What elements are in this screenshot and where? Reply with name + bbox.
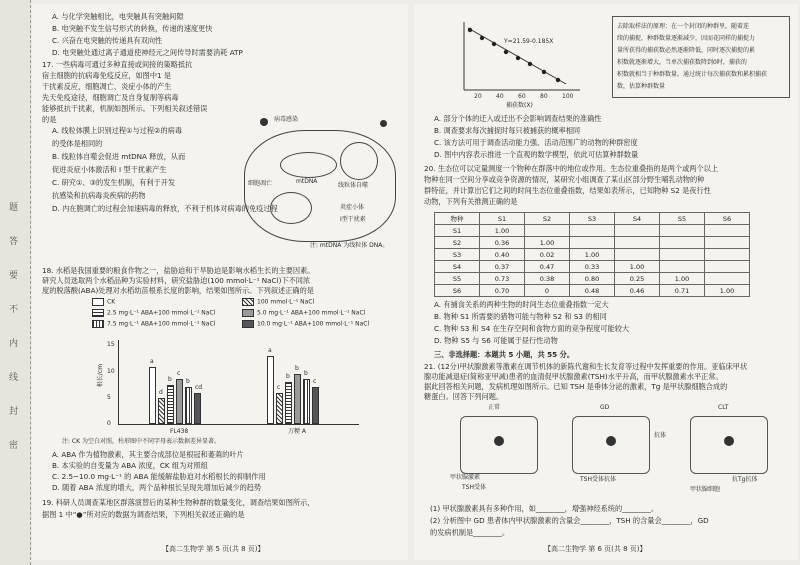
fig-label: 甲状腺细胞 <box>690 486 721 493</box>
table-cell: 0.80 <box>570 273 615 285</box>
question-line: 的发病机制是________。 <box>430 528 510 537</box>
note-line: 积数就逐渐增大，当单次捕获数降到0时，捕获的 <box>617 59 747 66</box>
option-line: C. 研究①、③的发生机制，有利于开发 <box>52 178 176 187</box>
margin-char: 题 <box>9 203 19 213</box>
option-line: A. 部分个体的迁入或迁出不会影响调查结果的准确性 <box>434 114 602 123</box>
table-cell <box>570 225 615 237</box>
bar-letter: a <box>268 346 272 354</box>
table-cell <box>705 273 750 285</box>
legend-item <box>92 320 215 328</box>
data-point <box>492 42 496 46</box>
legend-swatch <box>242 320 254 328</box>
table-cell: S2 <box>435 237 480 249</box>
binding-margin <box>0 0 31 565</box>
question-stem: 干扰素反应，细胞凋亡、炎症小体的产生 <box>42 82 172 91</box>
q17-figure <box>240 112 398 252</box>
option-line: C. 物种 S3 和 S4 在生存空间和食物方面的竞争程度可能较大 <box>434 324 630 333</box>
bar-0-2 <box>167 385 174 424</box>
table-cell: 0.37 <box>480 261 525 273</box>
note-line: 数，估算种群数量 <box>617 83 666 90</box>
legend-item <box>92 298 115 306</box>
x-tick-label: 80 <box>540 93 548 100</box>
table-cell: 0.70 <box>480 285 525 297</box>
bar-0-5 <box>194 393 201 425</box>
table-cell: S1 <box>480 213 525 225</box>
panel-label: CLT <box>718 404 729 411</box>
question-stem: 20. 生态位可以定量测度一个物种在群落中的地位或作用。生态位重叠指的是两个或两个以上 <box>424 164 719 173</box>
legend-label: 10.0 mg·L⁻¹ ABA+100 mmol·L⁻¹ NaCl <box>257 320 370 328</box>
option-line: B. 电突触不发生信号形式的转换，传递的速度更快 <box>52 24 213 33</box>
question-stem: 21. (12分)甲状腺激素等激素在调节机体的新陈代谢和生长发育等过程中发挥重要的作用。亚临床甲状 <box>424 362 748 371</box>
table-cell: 0.46 <box>615 285 660 297</box>
bar-letter: cd <box>195 383 203 391</box>
left-page <box>32 4 408 560</box>
question-stem: 18. 水稻是我国重要的粮食作物之一，盐胁迫和干旱胁迫是影响水稻生长的主要因素。 <box>42 266 315 275</box>
capture-regression-chart <box>454 18 584 100</box>
table-cell <box>615 225 660 237</box>
table-cell <box>705 249 750 261</box>
option-line: A. 有捕食关系的两种生物的时间生态位重叠指数一定大 <box>434 300 609 309</box>
bar-letter: b <box>186 378 190 386</box>
table-cell: S5 <box>435 273 480 285</box>
table-cell <box>705 237 750 249</box>
data-point <box>556 78 560 82</box>
legend-swatch <box>92 298 104 306</box>
option-line: A. 线粒体膜上识别过程①与过程②的病毒 <box>52 126 183 135</box>
option-line: D. 图中内容表示推进一个直观的数学模型，依此可估算种群数量 <box>434 150 639 159</box>
question-stem: 能够抵抗干扰素，机制如图所示。下列相关叙述错误 <box>42 104 208 113</box>
table-cell: S5 <box>660 213 705 225</box>
legend-label: 100 mmol·L⁻¹ NaCl <box>257 298 315 306</box>
fig-label: 炎症小体 <box>340 204 365 211</box>
option-line: D. 内在胞调亡的过程会加速病毒的释放，不利于机体对病毒的免疫过程 <box>52 204 278 213</box>
y-tick-label: 15 <box>107 341 115 349</box>
table-cell: 0.25 <box>615 273 660 285</box>
bar-letter: c <box>277 383 281 391</box>
bar-letter: b <box>168 375 172 383</box>
fig-label: I型干扰素 <box>340 216 366 223</box>
table-row <box>435 261 750 273</box>
right-page <box>414 4 798 560</box>
tsh-receptor-icon <box>494 436 504 446</box>
data-point <box>528 62 532 66</box>
option-line: B. 物种 S1 所需要的猎物可能与物种 S2 和 S3 的相同 <box>434 312 607 321</box>
x-tick-label: 100 <box>562 93 574 100</box>
niche-overlap-table <box>434 212 750 297</box>
fig-label: 病毒感染 <box>274 116 299 123</box>
virus-icon <box>260 118 268 126</box>
legend-item <box>242 309 365 317</box>
table-row <box>435 225 750 237</box>
margin-char: 线 <box>9 373 19 383</box>
table-cell: 物种 <box>435 213 480 225</box>
bar-1-2 <box>285 382 292 424</box>
fig-note: 注: mtDNA 为线粒体 DNA。 <box>310 242 389 249</box>
table-header-row <box>435 213 750 225</box>
bar-0-1 <box>158 398 165 424</box>
table-cell <box>615 237 660 249</box>
table-cell: 1.00 <box>480 225 525 237</box>
bar-letter: b <box>286 373 290 380</box>
panel-label: 正常 <box>488 404 501 411</box>
margin-char: 不 <box>9 305 19 315</box>
table-cell: S4 <box>435 261 480 273</box>
table-cell: S3 <box>435 249 480 261</box>
option-line: C. 该方法可用于调查活动能力强、活动范围广的动物的种群密度 <box>434 138 638 147</box>
question-stem: 先天免疫途径，细胞调亡及自身复制等病毒 <box>42 93 179 102</box>
table-row <box>435 237 750 249</box>
note-line: 量所获得的捕获数必然逐渐降低，同时逐次捕捉的累 <box>617 47 756 54</box>
table-cell <box>705 261 750 273</box>
table-cell <box>705 225 750 237</box>
bar-letter: b <box>295 365 299 373</box>
margin-char: 封 <box>9 407 19 417</box>
table-cell: S4 <box>615 213 660 225</box>
y-tick-label: 5 <box>107 393 111 401</box>
legend-item <box>92 309 215 317</box>
fig-label: TSH受体 <box>462 484 486 491</box>
bar-0-4 <box>185 387 192 424</box>
legend-swatch <box>242 309 254 317</box>
data-point <box>516 56 520 60</box>
q21-figure <box>450 402 780 498</box>
table-cell <box>660 237 705 249</box>
fig-label: mtDNA <box>296 178 318 185</box>
section-heading: 三、非选择题：本题共 5 小题，共 55 分。 <box>434 350 575 359</box>
x-tick-label: 20 <box>474 93 482 100</box>
option-line: C. 兴奋在电突触的传递具有双向性 <box>52 36 163 45</box>
table-cell: 1.00 <box>525 237 570 249</box>
table-cell: 0.36 <box>480 237 525 249</box>
fig-label: 细胞凋亡 <box>248 180 273 187</box>
legend-label: 5.0 mg·L⁻¹ ABA+100 mmol·L⁻¹ NaCl <box>257 309 366 317</box>
option-line: B. 调查要求每次捕捉时每只被捕获的概率相同 <box>434 126 581 135</box>
question-stem: 的是 <box>42 115 57 124</box>
option-line: 促进炎症小体激活和 I 型干扰素产生 <box>52 165 167 174</box>
legend-label: CK <box>107 298 116 306</box>
table-cell <box>660 225 705 237</box>
chart-note: 注: CK 为空白对照，柱形图中不同字母表示数据差异显著。 <box>62 438 220 445</box>
table-row <box>435 285 750 297</box>
fig-label: 甲状腺激素 <box>450 474 481 481</box>
question-stem: 动物，下列有关推测正确的是 <box>424 197 518 206</box>
table-cell: 0.33 <box>570 261 615 273</box>
data-point <box>480 36 484 40</box>
bar-0-0 <box>149 367 156 424</box>
page-footer-left: 【高二生物学 第 5 页(共 8 页)】 <box>162 545 265 553</box>
y-tick-label: 0 <box>107 420 111 427</box>
mitochondrion-shape <box>280 152 337 178</box>
x-category-label: FL438 <box>170 428 189 435</box>
question-line: (1) 甲状腺激素具有多种作用，如________，增强神经系统的________。 <box>430 504 659 513</box>
antibody-icon <box>724 436 734 446</box>
virus-icon <box>380 120 387 127</box>
data-point <box>504 50 508 54</box>
fig-label: 线粒体自噬 <box>338 182 369 189</box>
bar-letter: a <box>150 358 154 366</box>
question-line: (2) 分析图中 GD 患者体内甲状腺激素的含量会________，TSH 的含量会________，GD <box>430 516 709 525</box>
bar-letter: b <box>304 370 308 378</box>
table-cell <box>660 261 705 273</box>
table-cell <box>570 237 615 249</box>
table-cell <box>615 249 660 261</box>
question-stem: 腺功能减退症(简称亚甲减)患者的血清促甲状腺激素(TSH)水平升高，而甲状腺激素水平正常。 <box>424 372 723 381</box>
question-stem: 据此回答相关问题，发病机理如图所示。已知 TSH 是垂体分泌的激素，Tg 是甲状腺细胞合成的 <box>424 382 728 391</box>
table-cell: 0.71 <box>660 285 705 297</box>
table-cell: 0.02 <box>525 249 570 261</box>
y-tick-label: 10 <box>107 367 115 375</box>
table-cell: S2 <box>525 213 570 225</box>
table-cell <box>660 249 705 261</box>
antibody-icon <box>606 436 616 446</box>
legend-swatch <box>92 320 104 328</box>
question-stem: 度的脱落酸(ABA)处理对水稻幼苗根系长度的影响，结果如图所示。下列叙述正确的是 <box>42 286 314 295</box>
table-cell: S6 <box>435 285 480 297</box>
table-cell: 0.47 <box>525 261 570 273</box>
bar-1-5 <box>312 387 319 424</box>
y-axis-label: 根长/cm <box>97 363 105 388</box>
data-point <box>468 28 472 32</box>
question-stem: 据图 1 中“●”所对应的数据为调查结果，下列相关叙述正确的是 <box>42 510 245 519</box>
legend-swatch <box>242 298 254 306</box>
page-footer-right: 【高二生物学 第 6 页(共 8 页)】 <box>544 545 647 553</box>
legend-item <box>242 298 314 306</box>
question-stem: 19. 科研人员调查某地区群落演替后的某种生物种群的数量变化，调查结果如图所示， <box>42 498 315 507</box>
table-cell: 1.00 <box>660 273 705 285</box>
bar-1-3 <box>294 374 301 424</box>
table-cell: 0.40 <box>480 249 525 261</box>
note-line: 去除取样法的原理：在一个封闭的种群里，随着连 <box>617 23 750 30</box>
legend-label: 2.5 mg·L⁻¹ ABA+100 mmol·L⁻¹ NaCl <box>107 309 216 317</box>
x-tick-label: 40 <box>496 93 504 100</box>
table-cell: 0 <box>525 285 570 297</box>
question-stem: 宿主细胞的抗病毒免疫反应，如图中1 是 <box>42 71 172 80</box>
bar-letter: c <box>177 370 181 378</box>
option-line: C. 2.5~10.0 mg·L⁻¹ 的 ABA 能缓解盐胁迫对水稻根长的抑制作用 <box>52 472 266 481</box>
bar-letter: c <box>313 378 317 386</box>
option-line: B. 本实验的自变量为 ABA 浓度，CK 组为对照组 <box>52 461 208 470</box>
option-line: A. 与化学突触相比，电突触具有突触间隙 <box>52 12 184 21</box>
autophagosome-shape <box>340 142 378 180</box>
margin-char: 答 <box>9 237 19 247</box>
bar-1-4 <box>303 379 310 424</box>
method-note-box <box>612 16 790 98</box>
table-cell <box>525 225 570 237</box>
note-line: 积数就相当于种群数量。通过统计每次捕获数和累积捕获 <box>617 71 768 78</box>
bar-0-3 <box>176 379 183 424</box>
bar-1-0 <box>267 356 274 424</box>
option-line: B. 线粒体自噬会促进 mtDNA 释放，从而 <box>52 152 186 161</box>
fig-label: TSH受体抗体 <box>580 476 616 483</box>
table-cell: S1 <box>435 225 480 237</box>
option-line: 抗感染和抗病毒炎疾病的药物 <box>52 191 146 200</box>
x-category-label: 万粳 A <box>288 428 307 435</box>
x-axis-label: 捕获数(X) <box>506 102 533 109</box>
table-row <box>435 273 750 285</box>
question-stem: 群特征，并计算出它们之间的时间生态位重叠指数，结果如表所示，已知物种 S2 是夜行性 <box>424 186 711 195</box>
table-cell: 1.00 <box>570 249 615 261</box>
margin-char: 要 <box>9 271 19 281</box>
table-cell: 0.48 <box>570 285 615 297</box>
fig-label: 抗Tg抗体 <box>732 476 758 483</box>
bar-letter: d <box>159 388 163 396</box>
table-cell: 0.73 <box>480 273 525 285</box>
legend-item <box>242 320 369 328</box>
fig-label: 抗体 <box>654 432 667 439</box>
option-line: 的受体是相同的 <box>52 139 103 148</box>
margin-char: 密 <box>9 441 19 451</box>
table-cell: S6 <box>705 213 750 225</box>
table-row <box>435 249 750 261</box>
table-cell: 1.00 <box>705 285 750 297</box>
table-cell: 1.00 <box>615 261 660 273</box>
legend-swatch <box>92 309 104 317</box>
question-stem: 物种在同一空间分享或竞争资源的情况，某研究小组调查了某山区部分野生哺乳动物的种 <box>424 175 705 184</box>
root-length-chart <box>97 340 359 427</box>
option-line: A. ABA 作为植物激素，其主要合成部位是根冠和萎蔫的叶片 <box>52 450 244 459</box>
question-stem: 糖蛋白。回答下列问题。 <box>424 392 504 401</box>
regression-equation: Y=21.59-0.185X <box>504 38 554 45</box>
panel-label: GD <box>600 404 610 411</box>
margin-char: 内 <box>9 339 19 349</box>
option-line: D. 电突触处通过离子通道使神经元之间传导时需要消耗 ATP <box>52 48 243 57</box>
bar-1-1 <box>276 393 283 425</box>
data-point <box>542 70 546 74</box>
table-cell: S3 <box>570 213 615 225</box>
question-stem: 研究人员选取两个水稻品种为实验材料，研究盐胁迫(100 mmol·L⁻¹ NaCl)下不同浓 <box>42 276 311 285</box>
option-line: D. 随着 ABA 浓度的增大，两个品种根长呈现先增加后减少的趋势 <box>52 483 262 492</box>
table-cell: 0.38 <box>525 273 570 285</box>
x-tick-label: 60 <box>518 93 526 100</box>
note-line: 续的捕捉，种群数量逐渐减少，因而花同样的捕捉力 <box>617 35 756 42</box>
option-line: D. 物种 S5 与 S6 可能属于昼行性动物 <box>434 336 558 345</box>
question-stem: 17. 一些病毒可通过多种直接或间接的策略抵抗 <box>42 60 193 69</box>
legend-label: 7.5 mg·L⁻¹ ABA+100 mmol·L⁻¹ NaCl <box>107 320 216 328</box>
